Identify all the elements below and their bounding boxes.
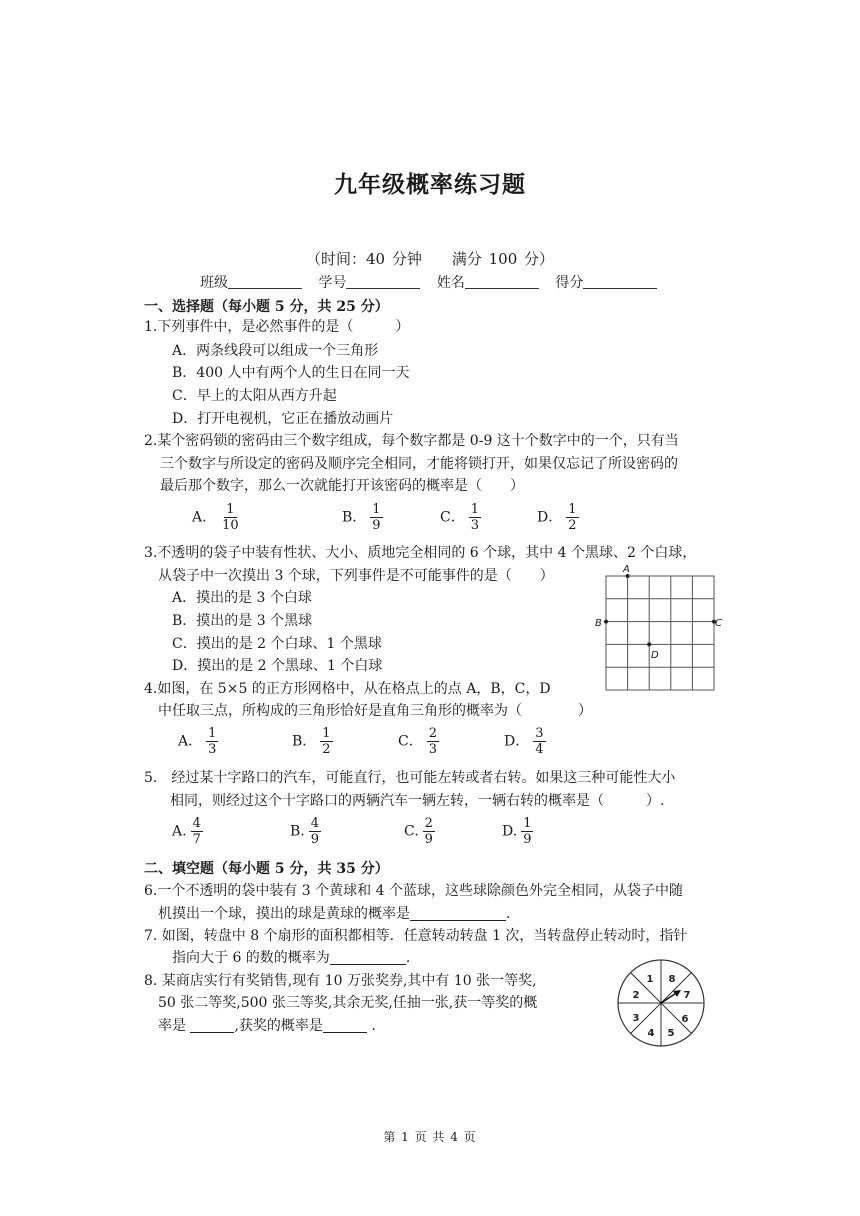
question-8-line-3: 率是 ,获奖的概率是 . [158,1018,376,1034]
question-2-line-2: 三个数字与所设定的密码及顺序完全相同，才能将锁打开，如果仅忘记了所设密码的 [160,456,678,472]
student-info [200,272,669,292]
score-label: 得分 [555,275,584,291]
question-6-answer-blank[interactable] [410,906,506,921]
question-3-option-c: C．摸出的是 2 个白球、1 个黑球 [172,636,382,652]
question-7-line-2: 指向大于 6 的数的概率为 . [172,950,411,966]
spinner-number: 6 [681,1014,689,1025]
page-title: 九年级概率练习题 [334,171,526,198]
page-footer: 第 1 页 共 4 页 [383,1130,477,1144]
class-blank[interactable] [228,274,302,289]
question-3-line-2: 从袋子中一次摸出 3 个球，下列事件是不可能事件的是（ ） [158,568,554,584]
name-label: 姓名 [436,275,465,291]
question-4-line-2: 中任取三点，所构成的三角形恰好是直角三角形的概率为（ ） [158,703,592,719]
question-8-line-1: 8. 某商店实行有奖销售,现有 10 万张奖券,其中有 10 张一等奖, [144,973,537,989]
question-4-option-c: C． $\frac{2}{3}$ [398,726,437,757]
question-1-option-a: A．两条线段可以组成一个三角形 [172,343,379,359]
question-2-option-a: A． $\frac{1}{10}$ [192,502,239,533]
grid-figure [594,562,722,694]
question-4-option-a: A． $\frac{1}{3}$ [178,726,217,757]
spinner-figure [606,958,716,1048]
question-5-line-2: 相同，则经过这个十字路口的两辆汽车一辆左转，一辆右转的概率是（ ）. [170,793,665,809]
spinner-pointer-icon [661,990,681,1003]
grid-point-d [647,642,651,646]
question-1-option-c: C．早上的太阳从西方升起 [172,388,337,404]
spinner-number: 2 [632,990,640,1001]
question-4-option-d: D． $\frac{3}{4}$ [504,726,544,757]
grid-label-d: D [651,650,659,661]
spinner-number: 8 [668,974,676,985]
name-blank[interactable] [465,274,539,289]
question-5-line-1: 5. 经过某十字路口的汽车，可能直行，也可能左转或者右转。如果这三种可能性大小 [144,770,676,786]
question-6-line-2: 机摸出一个球，摸出的球是黄球的概率是 . [158,906,511,922]
section-heading-choice: 一、选择题（每小题 5 分，共 25 分） [144,299,389,315]
question-3-option-b: B．摸出的是 3 个黑球 [172,613,313,629]
question-2-line-1: 2.某个密码锁的密码由三个数字组成，每个数字都是 0-9 这十个数字中的一个，只有当 [144,433,679,449]
question-8-answer-blank-1[interactable] [190,1018,234,1033]
grid-label-b: B [595,618,602,629]
question-1-option-b: B．400 人中有两个人的生日在同一天 [172,365,410,381]
question-4-option-b: B． $\frac{1}{2}$ [292,726,331,757]
question-7-answer-blank[interactable] [330,950,406,965]
section-heading-fill: 二、填空题（每小题 5 分，共 35 分） [144,861,389,877]
spinner-number: 4 [647,1028,655,1039]
spinner-number: 5 [667,1028,675,1039]
question-7-line-1: 7. 如图，转盘中 8 个扇形的面积都相等．任意转动转盘 1 次，当转盘停止转动时，指针 [144,928,688,944]
spinner-number: 1 [646,974,654,985]
grid-label-a: A [623,564,630,575]
id-blank[interactable] [346,274,420,289]
question-5-option-d: D. $\frac{1}{9}$ [502,816,532,847]
class-label: 班级 [200,275,228,291]
question-8-answer-blank-2[interactable] [323,1018,367,1033]
question-2-option-c: C． $\frac{1}{3}$ [440,502,479,533]
grid-point-b [604,620,608,624]
question-5-option-c: C. $\frac{2}{9}$ [404,816,433,847]
grid-label-c: C [715,618,722,629]
spinner-number: 7 [683,990,691,1001]
id-label: 学号 [318,275,347,291]
question-3-option-d: D．摸出的是 2 个黑球、1 个白球 [172,658,383,674]
question-6-line-1: 6.一个不透明的袋中装有 3 个黄球和 4 个蓝球，这些球除颜色外完全相同，从袋子中随 [144,883,683,899]
question-2-option-d: D． $\frac{1}{2}$ [537,502,577,533]
question-2-line-3: 最后那个数字，那么一次就能打开该密码的概率是（ ） [160,478,524,494]
score-blank[interactable] [583,274,657,289]
question-4-line-1: 4.如图，在 5×5 的正方形网格中，从在格点上的点 A，B，C，D [144,681,551,697]
question-3-line-1: 3.不透明的袋子中装有性状、大小、质地完全相同的 6 个球，其中 4 个黑球、2 个白球， [144,545,697,561]
question-1-stem: 1.下列事件中，是必然事件的是（ ） [144,319,410,335]
question-5-option-a: A. $\frac{4}{7}$ [172,816,201,847]
question-2-option-b: B． $\frac{1}{9}$ [342,502,381,533]
grid-lines [606,576,714,690]
spinner-number: 3 [632,1013,640,1024]
question-1-option-d: D．打开电视机，它正在播放动画片 [172,411,394,427]
question-3-option-a: A．摸出的是 3 个白球 [172,590,312,606]
question-8-line-2: 50 张二等奖,500 张三等奖,其余无奖,任抽一张,获一等奖的概 [158,995,538,1011]
question-5-option-b: B. $\frac{4}{9}$ [290,816,320,847]
page-subtitle: （时间：40 分钟 满分 100 分） [305,250,555,268]
